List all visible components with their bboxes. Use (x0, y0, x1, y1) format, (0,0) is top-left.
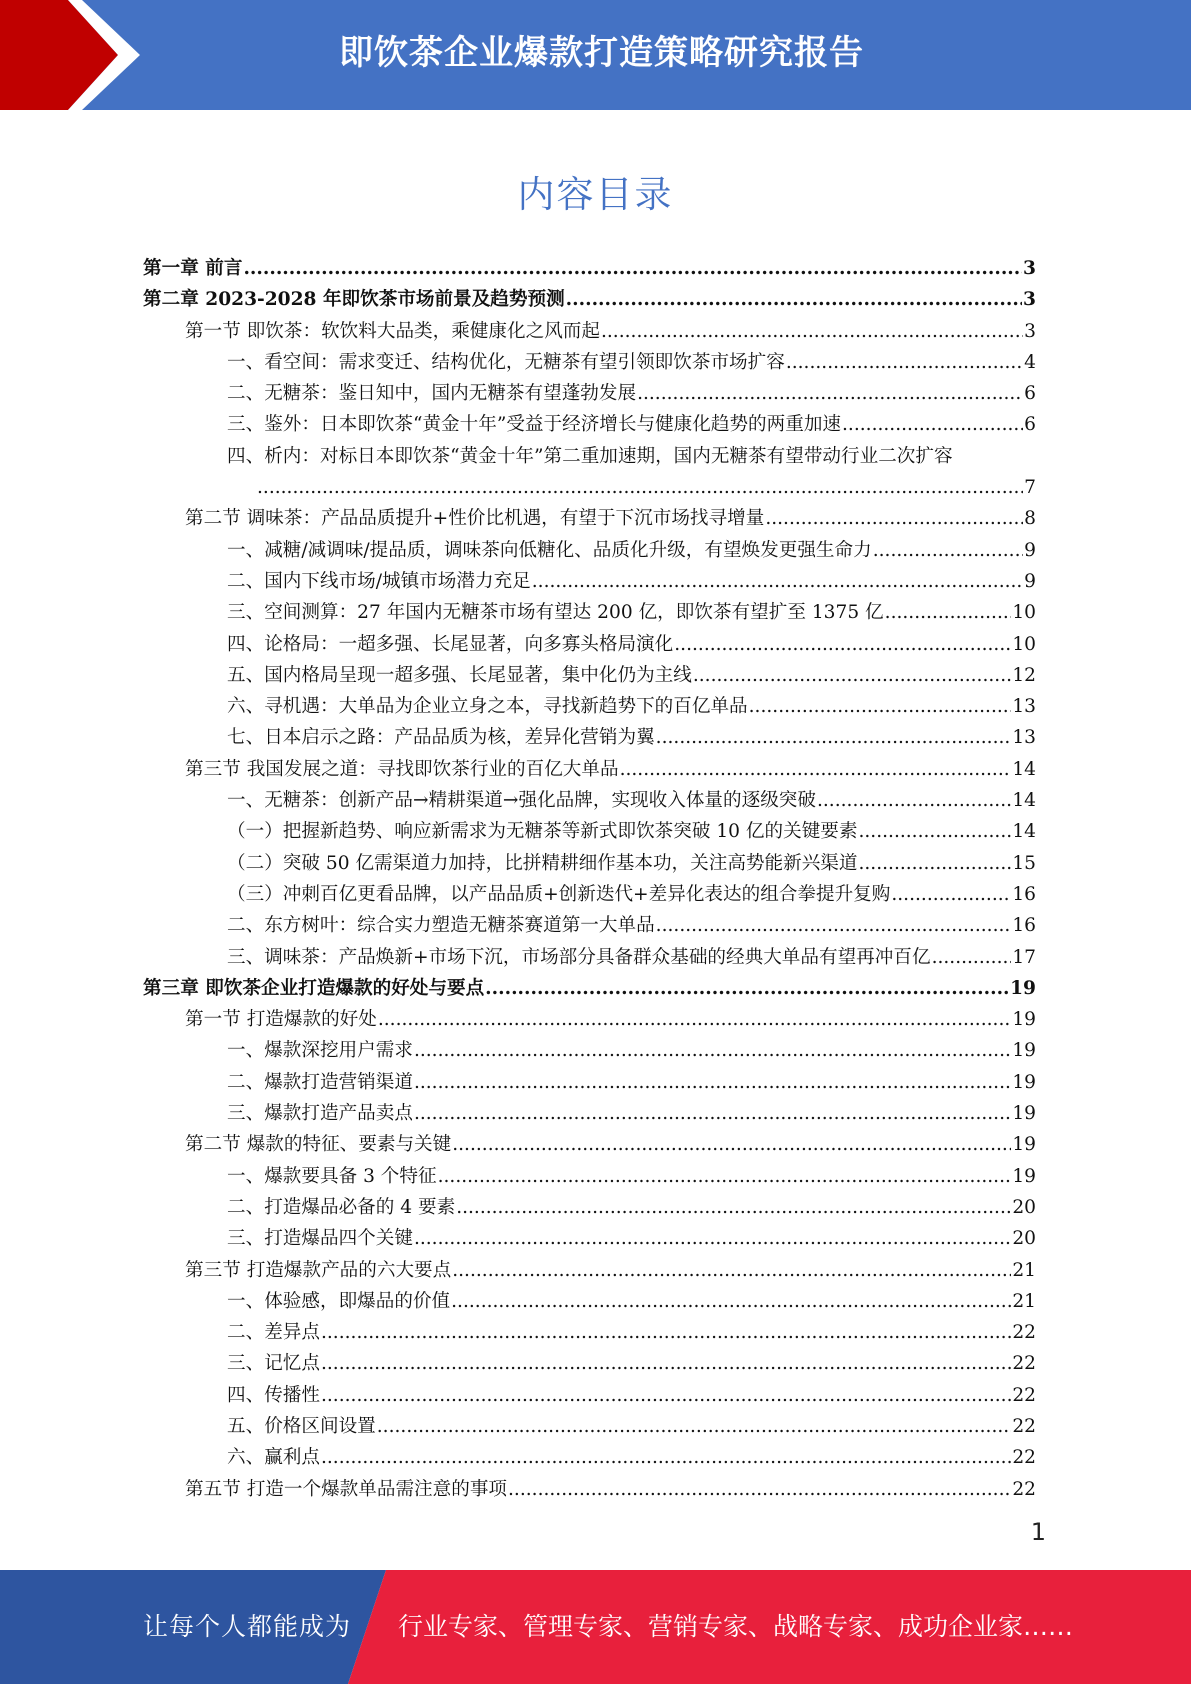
toc-entry-title: 第二节 调味茶：产品品质提升+性价比机遇，有望于下沉市场找寻增量 (185, 508, 765, 530)
toc-entry[interactable] (143, 1161, 1036, 1192)
toc-dot-leader (414, 1223, 1011, 1254)
toc-entry-page: 10 (1012, 633, 1036, 655)
toc-entry-title: 二、国内下线市场/城镇市场潜力充足 (227, 570, 531, 592)
toc-dot-leader (932, 942, 1012, 973)
toc-dot-leader (749, 691, 1012, 722)
toc-entry-title: （三）冲刺百亿更看品牌，以产品品质+创新迭代+差异化表达的组合拳提升复购 (227, 883, 891, 905)
toc-entry-page: 22 (1012, 1353, 1036, 1375)
toc-entry-page: 19 (1012, 1009, 1036, 1031)
toc-entry-title: 第二章 2023-2028 年即饮茶市场前景及趋势预测 (143, 289, 565, 311)
toc-dot-leader (786, 347, 1023, 378)
toc-entry-page: 13 (1012, 696, 1036, 718)
toc-entry-page: 6 (1024, 414, 1036, 436)
toc-entry-title: 五、价格区间设置 (227, 1415, 376, 1437)
toc-entry[interactable] (143, 1442, 1036, 1473)
toc-entry[interactable] (143, 1286, 1036, 1317)
toc-entry[interactable] (143, 535, 1036, 566)
toc-dot-leader (414, 1035, 1011, 1066)
toc-entry-page: 9 (1024, 539, 1036, 561)
toc-dot-leader (456, 1192, 1011, 1223)
toc-entry[interactable] (143, 1411, 1036, 1442)
toc-entry-title: （一）把握新趋势、响应新需求为无糖茶等新式即饮茶突破 10 亿的关键要素 (227, 821, 858, 843)
toc-entry[interactable] (143, 910, 1036, 941)
toc-entry[interactable] (143, 848, 1036, 879)
toc-entry[interactable] (143, 942, 1036, 973)
toc-entry-title: 第一章 前言 (143, 258, 243, 279)
toc-entry-title: 第三节 我国发展之道：寻找即饮茶行业的百亿大单品 (185, 758, 619, 780)
footer-banner (0, 1570, 1191, 1684)
table-of-contents (143, 253, 1036, 1505)
toc-entry-title: 二、无糖茶：鉴日知中，国内无糖茶有望蓬勃发展 (227, 383, 637, 405)
toc-dot-leader (485, 973, 1009, 1004)
toc-entry-page: 21 (1012, 1259, 1036, 1281)
header-banner (0, 0, 1191, 110)
toc-entry-page: 4 (1024, 351, 1036, 373)
toc-entry-page: 3 (1023, 289, 1036, 311)
toc-entry[interactable] (143, 1067, 1036, 1098)
toc-entry[interactable] (143, 566, 1036, 597)
toc-entry[interactable] (143, 1035, 1036, 1066)
toc-entry-page: 12 (1012, 664, 1036, 686)
toc-entry[interactable] (143, 284, 1036, 315)
toc-entry-page: 19 (1012, 1040, 1036, 1062)
toc-entry-title: 三、鉴外：日本即饮茶“黄金十年”受益于经济增长与健康化趋势的两重加速 (227, 414, 842, 436)
toc-dot-leader (451, 1286, 1011, 1317)
toc-entry-page: 22 (1012, 1322, 1036, 1344)
toc-dot-leader (891, 879, 1011, 910)
toc-dot-leader (656, 910, 1012, 941)
toc-entry-page: 7 (1024, 477, 1036, 499)
toc-entry-title: （二）突破 50 亿需渠道力加持，比拼精耕细作基本功，关注高势能新兴渠道 (227, 852, 858, 874)
toc-entry-title: 二、爆款打造营销渠道 (227, 1071, 413, 1093)
toc-entry-title: 第五节 打造一个爆款单品需注意的事项 (185, 1478, 508, 1500)
toc-entry[interactable] (143, 347, 1036, 378)
toc-entry-title: 二、打造爆品必备的 4 要素 (227, 1196, 456, 1218)
toc-dot-leader (637, 378, 1023, 409)
toc-entry-page: 14 (1012, 758, 1036, 780)
footer-slogan-right: 行业专家、管理专家、营销专家、战略专家、成功企业家…… (398, 1612, 1074, 1641)
footer-slogan-left: 让每个人都能成为 (143, 1612, 352, 1641)
toc-entry[interactable] (143, 1317, 1036, 1348)
toc-dot-leader (656, 722, 1012, 753)
toc-entry-page: 6 (1024, 383, 1036, 405)
toc-entry[interactable] (143, 503, 1036, 534)
toc-entry[interactable] (143, 1380, 1036, 1411)
toc-entry[interactable] (143, 1474, 1036, 1505)
toc-entry-page: 19 (1012, 1071, 1036, 1093)
toc-dot-leader (321, 1442, 1011, 1473)
toc-entry[interactable] (143, 316, 1036, 347)
toc-entry-title: 三、打造爆品四个关键 (227, 1228, 413, 1250)
toc-entry-page: 19 (1012, 1134, 1036, 1156)
toc-entry-title: 第一节 打造爆款的好处 (185, 1009, 377, 1031)
toc-entry-page: 20 (1012, 1196, 1036, 1218)
toc-dot-leader (765, 503, 1023, 534)
toc-dot-leader (532, 566, 1023, 597)
toc-entry-title: 一、体验感，即爆品的价值 (227, 1290, 451, 1312)
toc-entry-title: 五、国内格局呈现一超多强、长尾显著，集中化仍为主线 (227, 664, 692, 686)
toc-entry[interactable] (143, 754, 1036, 785)
toc-entry-title: 四、析内：对标日本即饮茶“黄金十年”第二重加速期，国内无糖茶有望带动行业二次扩容 (227, 445, 953, 467)
toc-entry-page: 9 (1024, 570, 1036, 592)
toc-dot-leader (674, 629, 1011, 660)
toc-dot-leader (452, 1129, 1011, 1160)
toc-entry-title: 四、传播性 (227, 1384, 320, 1406)
toc-dot-leader (601, 316, 1023, 347)
toc-dot-leader (321, 1317, 1011, 1348)
toc-entry-page: 22 (1012, 1415, 1036, 1437)
toc-entry-page: 3 (1024, 320, 1036, 342)
toc-entry-title: 一、看空间：需求变迁、结构优化，无糖茶有望引领即饮茶市场扩容 (227, 351, 785, 373)
toc-dot-leader (321, 1348, 1011, 1379)
toc-dot-leader (873, 535, 1023, 566)
toc-entry[interactable] (143, 472, 1036, 503)
toc-entry[interactable] (143, 879, 1036, 910)
toc-entry-page: 15 (1012, 852, 1036, 874)
toc-dot-leader (377, 1411, 1012, 1442)
toc-entry-page: 3 (1023, 258, 1036, 279)
toc-entry-title: 七、日本启示之路：产品品质为核，差异化营销为翼 (227, 727, 655, 749)
toc-entry-title: 一、减糖/减调味/提品质，调味茶向低糖化、品质化升级，有望焕发更强生命力 (227, 539, 872, 561)
toc-entry-page: 14 (1012, 790, 1036, 812)
toc-dot-leader (257, 472, 1023, 503)
page-number: 1 (1030, 1518, 1046, 1546)
toc-entry-title: 三、调味茶：产品焕新+市场下沉，市场部分具备群众基础的经典大单品有望再冲百亿 (227, 946, 931, 968)
toc-entry-title: 第一节 即饮茶：软饮料大品类，乘健康化之风而起 (185, 320, 600, 342)
toc-dot-leader (452, 1255, 1011, 1286)
toc-entry-title: 二、东方树叶：综合实力塑造无糖茶赛道第一大单品 (227, 915, 655, 937)
toc-entry-page: 13 (1012, 727, 1036, 749)
toc-entry-title: 四、论格局：一超多强、长尾显著，向多寡头格局演化 (227, 633, 674, 655)
toc-entry-page: 17 (1012, 946, 1036, 968)
toc-entry[interactable] (143, 691, 1036, 722)
toc-entry-page: 19 (1012, 1103, 1036, 1125)
toc-entry[interactable] (143, 597, 1036, 628)
toc-entry[interactable] (143, 253, 1036, 284)
toc-entry-page: 8 (1024, 508, 1036, 530)
toc-dot-leader (414, 1098, 1011, 1129)
toc-entry[interactable] (143, 1129, 1036, 1160)
toc-dot-leader (842, 409, 1023, 440)
toc-entry-page: 22 (1012, 1447, 1036, 1469)
toc-entry-title: 六、赢利点 (227, 1447, 320, 1469)
toc-entry-page: 19 (1012, 1165, 1036, 1187)
toc-entry-page: 16 (1012, 915, 1036, 937)
toc-entry-page: 16 (1012, 883, 1036, 905)
toc-dot-leader (508, 1474, 1011, 1505)
toc-dot-leader (321, 1380, 1011, 1411)
toc-entry-title: 一、爆款要具备 3 个特征 (227, 1165, 437, 1187)
toc-entry-page: 21 (1012, 1290, 1036, 1312)
toc-entry[interactable] (143, 1004, 1036, 1035)
toc-dot-leader (566, 284, 1022, 315)
toc-dot-leader (885, 597, 1012, 628)
toc-entry-page: 19 (1010, 977, 1036, 999)
toc-entry-title: 三、爆款打造产品卖点 (227, 1103, 413, 1125)
report-title: 即饮茶企业爆款打造策略研究报告 (339, 33, 864, 73)
toc-entry[interactable] (143, 722, 1036, 753)
toc-dot-leader (693, 660, 1011, 691)
toc-entry[interactable] (143, 378, 1036, 409)
toc-dot-leader (438, 1161, 1012, 1192)
toc-entry-title: 一、无糖茶：创新产品→精耕渠道→强化品牌，实现收入体量的逐级突破 (227, 790, 816, 812)
toc-entry[interactable] (143, 1098, 1036, 1129)
toc-entry[interactable] (143, 629, 1036, 660)
toc-entry[interactable] (143, 785, 1036, 816)
toc-entry[interactable] (143, 1255, 1036, 1286)
toc-entry-page: 22 (1012, 1478, 1036, 1500)
toc-entry[interactable] (143, 973, 1036, 1004)
toc-dot-leader (378, 1004, 1011, 1035)
toc-entry[interactable] (143, 1223, 1036, 1254)
toc-dot-leader (858, 848, 1011, 879)
toc-entry-page: 14 (1012, 821, 1036, 843)
toc-entry-title: 第三章 即饮茶企业打造爆款的好处与要点 (143, 977, 485, 999)
toc-entry-title: 一、爆款深挖用户需求 (227, 1040, 413, 1062)
toc-entry[interactable] (143, 816, 1036, 847)
toc-dot-leader (414, 1067, 1011, 1098)
toc-entry-title: 第三节 打造爆款产品的六大要点 (185, 1259, 452, 1281)
toc-entry[interactable] (143, 660, 1036, 691)
toc-entry-page: 22 (1012, 1384, 1036, 1406)
toc-entry-title: 第二节 爆款的特征、要素与关键 (185, 1134, 452, 1156)
toc-entry[interactable] (143, 409, 1036, 440)
toc-entry-title: 二、差异点 (227, 1322, 320, 1344)
toc-dot-leader (243, 253, 1022, 284)
toc-entry[interactable] (143, 1192, 1036, 1223)
toc-entry-page: 20 (1012, 1228, 1036, 1250)
toc-entry-page: 10 (1012, 602, 1036, 624)
toc-dot-leader (620, 754, 1012, 785)
toc-heading: 内容目录 (517, 173, 674, 216)
toc-entry-title: 六、寻机遇：大单品为企业立身之本，寻找新趋势下的百亿单品 (227, 696, 748, 718)
toc-dot-leader (817, 785, 1011, 816)
toc-entry-title: 三、记忆点 (227, 1353, 320, 1375)
toc-entry-title: 三、空间测算：27 年国内无糖茶市场有望达 200 亿，即饮茶有望扩至 1375 亿 (227, 602, 884, 624)
toc-entry[interactable] (143, 441, 1036, 472)
toc-entry[interactable] (143, 1348, 1036, 1379)
toc-dot-leader (858, 816, 1011, 847)
